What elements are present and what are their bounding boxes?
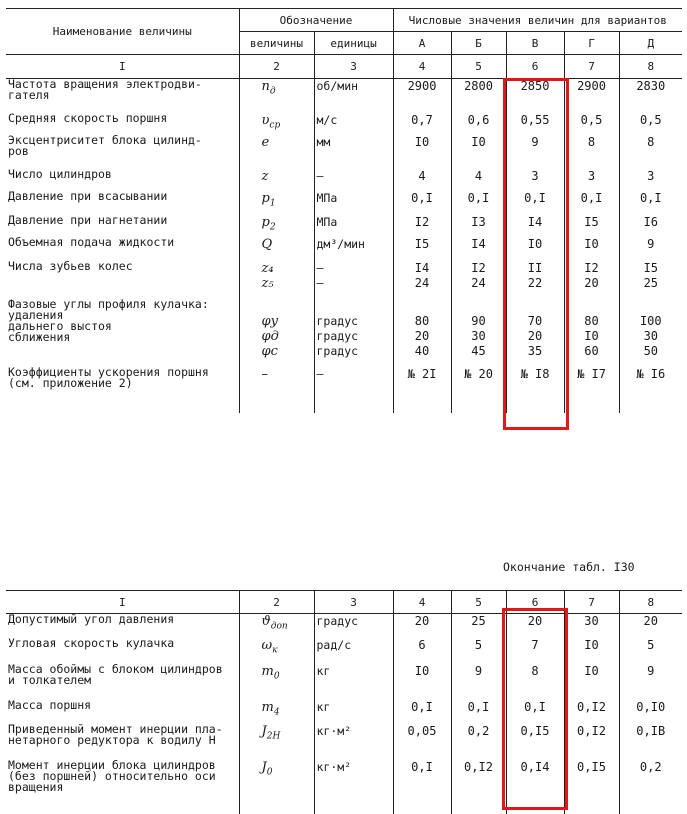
- parameter-unit: дм³/мин: [314, 237, 393, 261]
- variant-value: 9: [647, 663, 655, 678]
- variant-value: 2900: [564, 79, 619, 113]
- variant-value: 8: [506, 664, 564, 700]
- col-number: 2: [239, 591, 314, 614]
- variant-value: I4: [506, 215, 564, 237]
- variant-value: 30: [564, 614, 619, 638]
- variant-value: 0,I: [393, 191, 451, 215]
- continuation-label: Окончание табл. I30: [503, 560, 635, 574]
- parameters-table-part1: [6, 8, 682, 413]
- col-number: 7: [564, 55, 619, 79]
- parameter-unit: МПа: [314, 215, 393, 237]
- variant-value: 0,05: [393, 724, 451, 760]
- parameter-unit: –: [314, 367, 393, 413]
- col-number: 3: [314, 591, 393, 614]
- variant-value: № 2I: [393, 367, 451, 413]
- variant-value: 0,I0: [636, 699, 666, 714]
- table-row: [6, 135, 682, 169]
- variant-v-highlight: [502, 608, 568, 810]
- parameter-name: Приведенный момент инерции пла- нетарного редуктора к водилу H: [6, 724, 239, 760]
- variant-value: I00 30 50: [639, 313, 662, 358]
- parameter-unit: кг·м²: [314, 760, 393, 814]
- parameter-symbol: [239, 261, 314, 299]
- column-number-row: [6, 591, 682, 614]
- variant-value: 0,I: [393, 760, 451, 814]
- header-designation: Обозначение: [239, 9, 393, 32]
- parameter-name: Коэффициенты ускорения поршня (см. приложение 2): [6, 367, 239, 413]
- parameter-name: Числа зубьев колес: [6, 261, 239, 299]
- table-row: [6, 724, 682, 760]
- parameter-symbol: [239, 299, 314, 367]
- variant-value: II 22: [506, 261, 564, 299]
- table-row: [6, 169, 682, 191]
- table-row: [6, 215, 682, 237]
- variant-value: I0: [564, 638, 619, 664]
- variant-value: 7: [506, 638, 564, 664]
- parameter-name: Давление при нагнетании: [6, 215, 239, 237]
- table-row: [6, 614, 682, 638]
- table-row: [6, 191, 682, 215]
- table-row: [6, 261, 682, 299]
- table-row: [6, 237, 682, 261]
- symbol-main: J: [261, 723, 267, 739]
- symbol-subscript: 0: [273, 671, 280, 682]
- variant-value: 0,2: [639, 759, 662, 774]
- variant-value: I2: [393, 215, 451, 237]
- col-number: 3: [314, 55, 393, 79]
- table-row: [6, 700, 682, 724]
- parameter-symbol: [239, 614, 314, 638]
- table-row: [6, 367, 682, 413]
- variant-value: 2900: [393, 79, 451, 113]
- parameter-unit: градус градус градус: [314, 299, 393, 367]
- col-number: I: [6, 55, 239, 79]
- variant-value: 80 I0 60: [564, 299, 619, 367]
- variant-value: 0,I5: [564, 760, 619, 814]
- symbol-main: m: [261, 699, 274, 715]
- variant-value: 0,I: [451, 191, 506, 215]
- table1-body: [6, 79, 682, 413]
- col-number: 4: [393, 591, 451, 614]
- variant-value: I0: [564, 237, 619, 261]
- header-variant: Д: [647, 36, 655, 50]
- parameter-name: Давление при всасывании: [6, 191, 239, 215]
- symbol-main: –: [261, 366, 268, 382]
- parameter-name: Число цилиндров: [6, 169, 239, 191]
- variant-value: 9: [506, 135, 564, 169]
- parameter-name: Объемная подача жидкости: [6, 237, 239, 261]
- parameter-name: Эксцентриситет блока цилинд- ров: [6, 135, 239, 169]
- header-units: единицы: [314, 32, 393, 55]
- variant-value: 0,I: [564, 191, 619, 215]
- symbol-subscript: 4: [273, 707, 280, 718]
- col-number: 7: [564, 591, 619, 614]
- parameter-symbol: [239, 724, 314, 760]
- symbol-main: p: [261, 190, 270, 206]
- symbol-main: p: [261, 214, 270, 230]
- variant-value: 0,5: [564, 113, 619, 135]
- variant-value: 8: [647, 134, 655, 149]
- table-row: [6, 79, 682, 113]
- variant-value: I0: [506, 237, 564, 261]
- parameter-name: Допустимый угол давления: [6, 614, 239, 638]
- parameter-name: Фазовые углы профиля кулачка: удаления дальнего выстоя сближения: [6, 299, 239, 367]
- parameter-unit: – –: [314, 261, 393, 299]
- parameter-unit: м/с: [314, 113, 393, 135]
- variant-value: 6: [393, 638, 451, 664]
- variant-value: 3: [564, 169, 619, 191]
- column-number-row: [6, 55, 682, 79]
- variant-value: I3: [451, 215, 506, 237]
- variant-value: I0: [564, 664, 619, 700]
- variant-value: I0: [393, 135, 451, 169]
- col-number: 8: [647, 60, 655, 73]
- table-row: [6, 760, 682, 814]
- table-row: [6, 299, 682, 367]
- variant-value: 0,7: [393, 113, 451, 135]
- variant-value: № I7: [564, 367, 619, 413]
- col-number: 4: [393, 55, 451, 79]
- variant-value: 0,I: [451, 700, 506, 724]
- variant-value: 20: [506, 614, 564, 638]
- variant-v-highlight: [503, 78, 569, 430]
- variant-value: 0,I: [639, 190, 662, 205]
- col-number: 5: [451, 55, 506, 79]
- variant-value: I0: [393, 664, 451, 700]
- parameter-name: Угловая скорость кулачка: [6, 638, 239, 664]
- parameter-symbol: [239, 135, 314, 169]
- variant-value: I4 24: [393, 261, 451, 299]
- variant-value: 9: [451, 664, 506, 700]
- parameter-symbol: [239, 638, 314, 664]
- variant-value: 3: [647, 168, 655, 183]
- header-quantity: величины: [239, 32, 314, 55]
- parameter-unit: градус: [314, 614, 393, 638]
- parameter-unit: мм: [314, 135, 393, 169]
- col-number: 8: [647, 595, 655, 609]
- parameter-name: Масса поршня: [6, 700, 239, 724]
- symbol-main: z: [261, 168, 269, 184]
- symbol-subscript: 1: [269, 198, 276, 209]
- parameter-unit: кг: [314, 700, 393, 724]
- symbol-subscript: 2: [269, 222, 276, 233]
- header-variant: А: [393, 32, 451, 55]
- col-number: 2: [239, 55, 314, 79]
- variant-value: 0,I5: [506, 724, 564, 760]
- symbol-subscript: к: [272, 645, 278, 656]
- variant-value: 9: [647, 236, 655, 251]
- col-number: 6: [506, 591, 564, 614]
- parameter-unit: кг·м²: [314, 724, 393, 760]
- header-name: Наименование величины: [6, 9, 239, 55]
- variant-value: 80 20 40: [393, 299, 451, 367]
- variant-value: 4: [393, 169, 451, 191]
- parameter-symbol: [239, 113, 314, 135]
- parameter-name: Масса обоймы с блоком цилиндров и толкателем: [6, 664, 239, 700]
- symbol-main: ω: [261, 637, 273, 653]
- variant-value: 0,I2: [564, 724, 619, 760]
- parameter-symbol: [239, 664, 314, 700]
- symbol-main: Q: [261, 236, 273, 252]
- parameter-symbol: [239, 700, 314, 724]
- symbol-subscript: ср: [269, 120, 281, 131]
- variant-value: 90 30 45: [451, 299, 506, 367]
- parameter-unit: —: [314, 169, 393, 191]
- variant-value: 0,6: [451, 113, 506, 135]
- symbol-subscript: 0: [266, 767, 273, 778]
- parameter-symbol: [239, 169, 314, 191]
- col-number: 5: [451, 591, 506, 614]
- variant-value: 0,2: [451, 724, 506, 760]
- header-values: Числовые значения величин для вариантов: [393, 9, 682, 32]
- variant-value: 0,I4: [506, 760, 564, 814]
- parameter-symbol: [239, 79, 314, 113]
- variant-value: I5: [564, 215, 619, 237]
- variant-value: 0,I2: [451, 760, 506, 814]
- variant-value: № I6: [636, 366, 666, 381]
- parameter-symbol: [239, 237, 314, 261]
- variant-value: 0,I2: [564, 700, 619, 724]
- variant-value: 0,IB: [636, 723, 666, 738]
- variant-value: 0,I: [506, 191, 564, 215]
- table-row: [6, 113, 682, 135]
- variant-value: I5: [393, 237, 451, 261]
- symbol-main: n: [261, 79, 270, 94]
- variant-value: 0,55: [506, 113, 564, 135]
- table-row: [6, 664, 682, 700]
- symbol-main: m: [261, 663, 274, 679]
- table-row: [6, 638, 682, 664]
- variant-value: I2 24: [451, 261, 506, 299]
- parameter-symbol: [239, 215, 314, 237]
- variant-value: № I8: [506, 367, 564, 413]
- variant-value: 0,5: [639, 112, 662, 127]
- parameter-name: Момент инерции блока цилиндров (без поршней) относительно оси вращения: [6, 760, 239, 814]
- parameters-table-part2: [6, 590, 682, 814]
- symbol-subscript: д: [269, 86, 276, 97]
- variant-value: 0,I: [506, 700, 564, 724]
- symbol-main: z₄ z₅: [261, 260, 274, 291]
- variant-value: 20: [643, 614, 658, 628]
- symbol-subscript: 2H: [266, 731, 281, 742]
- variant-value: 4: [451, 169, 506, 191]
- parameter-symbol: [239, 760, 314, 814]
- symbol-main: e: [261, 134, 270, 150]
- variant-value: 70 20 35: [506, 299, 564, 367]
- variant-value: 2830: [636, 79, 666, 93]
- variant-value: 0,I: [393, 700, 451, 724]
- variant-value: 2850: [506, 79, 564, 113]
- parameter-name: Частота вращения электродви- гателя: [6, 79, 239, 113]
- symbol-main: φу φд φс: [261, 313, 279, 359]
- variant-value: I5 25: [643, 260, 659, 290]
- variant-value: № 20: [451, 367, 506, 413]
- parameter-unit: об/мин: [314, 79, 393, 113]
- parameter-name: Средняя скорость поршня: [6, 113, 239, 135]
- variant-value: 8: [564, 135, 619, 169]
- variant-value: I0: [451, 135, 506, 169]
- symbol-subscript: доп: [270, 621, 288, 632]
- symbol-main: ϑ: [261, 614, 271, 629]
- parameter-symbol: [239, 191, 314, 215]
- variant-value: 25: [451, 614, 506, 638]
- header-variant: Г: [564, 32, 619, 55]
- parameter-unit: кг: [314, 664, 393, 700]
- col-number: I: [6, 591, 239, 614]
- variant-value: 20: [393, 614, 451, 638]
- variant-value: 5: [451, 638, 506, 664]
- symbol-main: J: [261, 759, 267, 775]
- parameter-unit: рад/с: [314, 638, 393, 664]
- variant-value: 5: [647, 637, 655, 652]
- parameter-symbol: [239, 367, 314, 413]
- col-number: 6: [506, 55, 564, 79]
- header-variant: В: [506, 32, 564, 55]
- table2-body: [6, 614, 682, 814]
- parameter-unit: МПа: [314, 191, 393, 215]
- variant-value: I6: [643, 214, 659, 229]
- variant-value: I4: [451, 237, 506, 261]
- variant-value: I2 20: [564, 261, 619, 299]
- header-variant: Б: [451, 32, 506, 55]
- variant-value: 2800: [451, 79, 506, 113]
- variant-value: 3: [506, 169, 564, 191]
- symbol-main: υ: [261, 112, 270, 128]
